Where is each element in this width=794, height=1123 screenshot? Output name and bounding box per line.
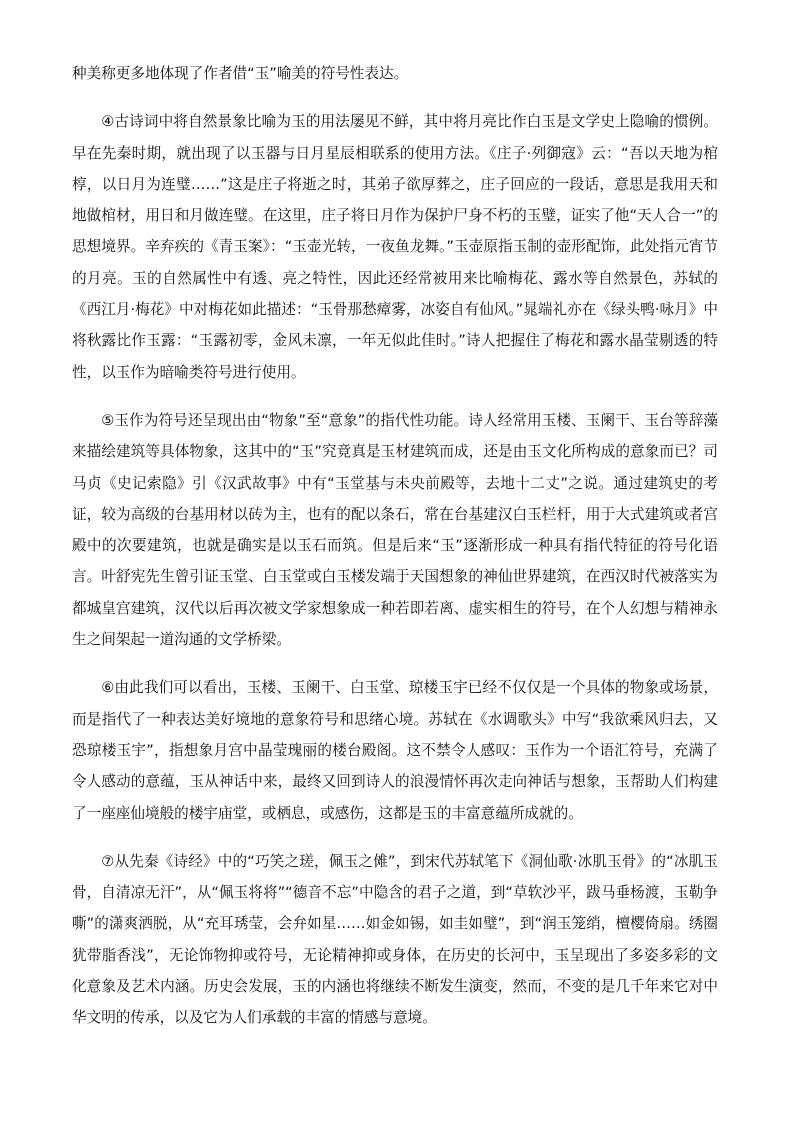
paragraph-gap: [72, 89, 718, 106]
paragraph-5: ⑤玉作为符号还呈现出由“物象”至“意象”的指代性功能。诗人经常用玉楼、玉阑干、玉台等辞藻来描绘建筑等具体物象，这其中的“玉”究竟真是玉材建筑而成，还是由玉文化所构成的意象而已？司马贞《史记索隐》引《汉武故事》中有“玉堂基与未央前殿等，去地十二丈”之说。通过建筑史的考证，较为高级的台基用材以砖为主，也有的配以条石，常在台基建汉白玉栏杆，用于大式建筑或者宫殿中的次要建筑，也就是确实是以玉石而筑。但是后来“玉”逐渐形成一种具有指代特征的符号化语言。叶舒宪先生曾引证玉堂、白玉堂或白玉楼发端于天国想象的神仙世界建筑，在西汉时代被落实为都城皇宫建筑，汉代以后再次被文学家想象成一种若即若离、虚实相生的符号，在个人幻想与精神永生之间架起一道沟通的文学桥梁。: [72, 411, 718, 649]
paragraph-7: ⑦从先秦《诗经》中的“巧笑之瑳，佩玉之傩”，到宋代苏轼笔下《洞仙歌·冰肌玉骨》的“冰肌玉骨，自清凉无汗”，从“佩玉将将”“德音不忘”中隐含的君子之道，到“草软沙平，跋马垂杨渡，玉勒争嘶”的潇爽洒脱，从“充耳琇莹，会弁如星……如金如锡，如圭如璧”，到“润玉笼绡，檀樱倚扇。绣圈犹带脂香浅”，无论饰物抑或符号，无论精神抑或身体，在历史的长河中，玉呈现出了多姿多彩的文化意象及艺术内涵。历史会发展，玉的内涵也将继续不断发生演变，然而，不变的是几千年来它对中华文明的传承，以及它为人们承载的丰富的情感与意境。: [72, 852, 718, 1027]
paragraph-continuation: 种美称更多地体现了作者借“玉”喻美的符号性表达。: [72, 65, 409, 82]
document-page: [72, 58, 718, 1034]
paragraph-gap: [72, 388, 718, 405]
paragraph-gap: [72, 655, 718, 672]
paragraph-6: ⑥由此我们可以看出，玉楼、玉阑干、白玉堂、琼楼玉宇已经不仅仅是一个具体的物象或场景，而是指代了一种表达美好境地的意象符号和思绪心境。苏轼在《水调歌头》中写“我欲乘风归去，又恐琼楼玉宇”，指想象月宫中晶莹瑰丽的楼台殿阁。这不禁令人感叹：玉作为一个语汇符号，充满了令人感动的意蕴，玉从神话中来，最终又回到诗人的浪漫情怀再次走向神话与想象，玉帮助人们构建了一座座仙境般的楼宇庙堂，或栖息，或感伤，这都是玉的丰富意蕴所成就的。: [72, 679, 718, 822]
paragraph-4: ④古诗词中将自然景象比喻为玉的用法屡见不鲜，其中将月亮比作白玉是文学史上隐喻的惯例。早在先秦时期，就出现了以玉器与日月星辰相联系的使用方法。《庄子·列御寇》云：“吾以天地为棺椁，以日月为连璧……”这是庄子将逝之时，其弟子欲厚葬之，庄子回应的一段话，意思是我用天和地做棺材，用日和月做连璧。在这里，庄子将日月作为保护尸身不朽的玉璧，证实了他“天人合一”的思想境界。辛弃疾的《青玉案》：“玉壶光转，一夜鱼龙舞。”玉壶原指玉制的壶形配饰，此处指元宵节的月亮。玉的自然属性中有透、亮之特性，因此还经常被用来比喻梅花、露水等自然景色，苏轼的《西江月·梅花》中对梅花如此描述：“玉骨那愁瘴雾，冰姿自有仙风。”晁端礼亦在《绿头鸭·咏月》中将秋露比作玉露：“玉露初零，金风未凛，一年无似此佳时。”诗人把握住了梅花和露水晶莹剔透的特性，以玉作为暗喻类符号进行使用。: [72, 113, 718, 381]
paragraph-gap: [72, 829, 718, 846]
